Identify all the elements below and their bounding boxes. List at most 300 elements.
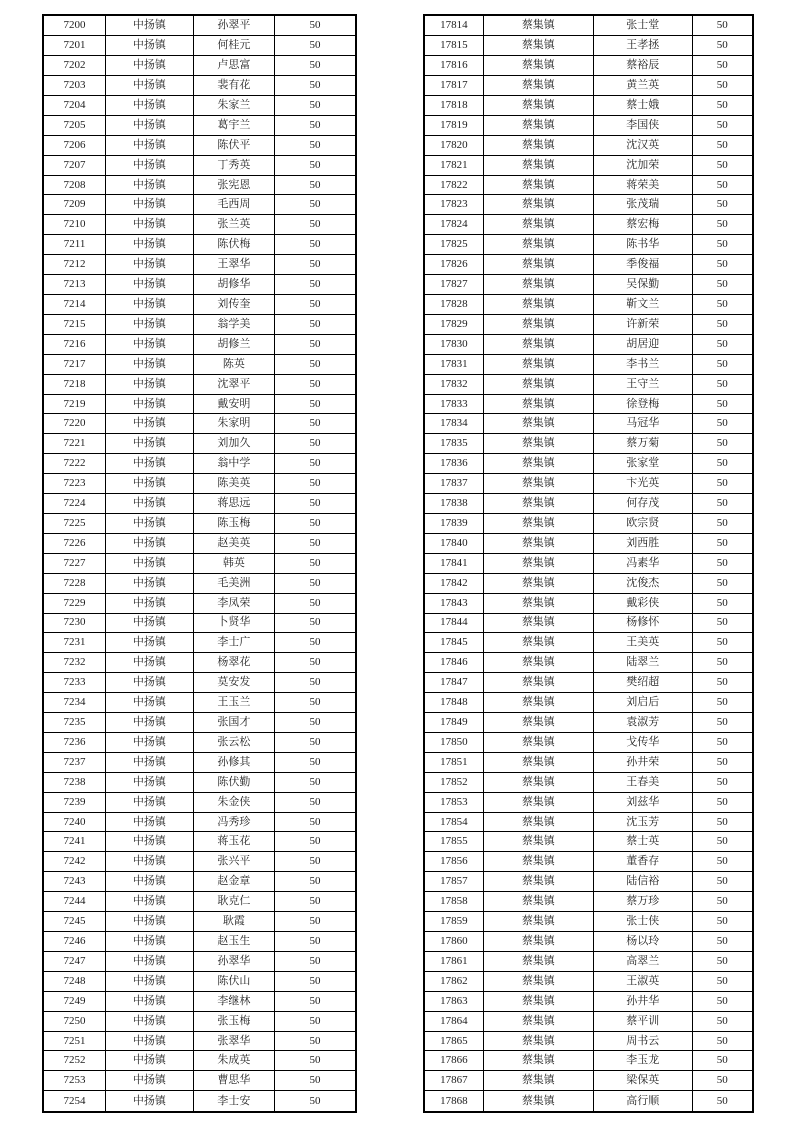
town-cell: 中扬镇	[106, 812, 194, 832]
score-cell: 50	[692, 872, 753, 892]
table-row	[424, 693, 753, 713]
roster-table-right-body	[424, 15, 753, 1112]
name-cell: 沈加荣	[593, 155, 692, 175]
town-cell: 蔡集镇	[483, 673, 593, 693]
table-row	[424, 892, 753, 912]
name-cell: 王淑英	[593, 971, 692, 991]
score-cell: 50	[692, 15, 753, 36]
id-cell: 17820	[424, 135, 483, 155]
table-row	[424, 852, 753, 872]
table-row	[424, 374, 753, 394]
name-cell: 耿霞	[193, 912, 274, 932]
score-cell: 50	[692, 533, 753, 553]
name-cell: 高行顺	[593, 1091, 692, 1112]
table-row	[43, 36, 356, 56]
name-cell: 周书云	[593, 1031, 692, 1051]
score-cell: 50	[275, 434, 356, 454]
score-cell: 50	[275, 772, 356, 792]
score-cell: 50	[692, 832, 753, 852]
id-cell: 17860	[424, 932, 483, 952]
score-cell: 50	[275, 713, 356, 733]
score-cell: 50	[692, 673, 753, 693]
score-cell: 50	[692, 852, 753, 872]
table-row	[424, 633, 753, 653]
table-row	[424, 553, 753, 573]
town-cell: 中扬镇	[106, 115, 194, 135]
table-row	[424, 991, 753, 1011]
table-row	[43, 15, 356, 36]
table-row	[424, 334, 753, 354]
id-cell: 7222	[43, 454, 106, 474]
table-row	[43, 812, 356, 832]
roster-table-left-body	[43, 15, 356, 1112]
name-cell: 张士堂	[593, 15, 692, 36]
town-cell: 中扬镇	[106, 593, 194, 613]
id-cell: 7224	[43, 494, 106, 514]
name-cell: 韩英	[193, 553, 274, 573]
town-cell: 中扬镇	[106, 414, 194, 434]
town-cell: 中扬镇	[106, 693, 194, 713]
id-cell: 17866	[424, 1051, 483, 1071]
table-row	[424, 1051, 753, 1071]
id-cell: 7221	[43, 434, 106, 454]
name-cell: 陈伏梅	[193, 235, 274, 255]
town-cell: 蔡集镇	[483, 752, 593, 772]
table-row	[43, 474, 356, 494]
id-cell: 17834	[424, 414, 483, 434]
score-cell: 50	[692, 912, 753, 932]
score-cell: 50	[692, 414, 753, 434]
table-row	[424, 354, 753, 374]
name-cell: 靳文兰	[593, 295, 692, 315]
score-cell: 50	[692, 374, 753, 394]
table-row	[43, 1091, 356, 1112]
id-cell: 17827	[424, 275, 483, 295]
score-cell: 50	[275, 533, 356, 553]
name-cell: 张翠华	[193, 1031, 274, 1051]
score-cell: 50	[692, 155, 753, 175]
id-cell: 17830	[424, 334, 483, 354]
score-cell: 50	[275, 56, 356, 76]
id-cell: 7245	[43, 912, 106, 932]
id-cell: 17842	[424, 573, 483, 593]
town-cell: 蔡集镇	[483, 613, 593, 633]
score-cell: 50	[275, 1011, 356, 1031]
table-row	[43, 414, 356, 434]
name-cell: 沈汉英	[593, 135, 692, 155]
id-cell: 7227	[43, 553, 106, 573]
name-cell: 蒋玉花	[193, 832, 274, 852]
score-cell: 50	[275, 135, 356, 155]
name-cell: 何存茂	[593, 494, 692, 514]
id-cell: 7250	[43, 1011, 106, 1031]
name-cell: 刘加久	[193, 434, 274, 454]
name-cell: 李书兰	[593, 354, 692, 374]
id-cell: 7246	[43, 932, 106, 952]
name-cell: 高翠兰	[593, 951, 692, 971]
id-cell: 7204	[43, 95, 106, 115]
score-cell: 50	[275, 414, 356, 434]
score-cell: 50	[275, 494, 356, 514]
id-cell: 17856	[424, 852, 483, 872]
town-cell: 蔡集镇	[483, 195, 593, 215]
id-cell: 17846	[424, 653, 483, 673]
id-cell: 17818	[424, 95, 483, 115]
town-cell: 蔡集镇	[483, 732, 593, 752]
name-cell: 陆翠兰	[593, 653, 692, 673]
id-cell: 17841	[424, 553, 483, 573]
table-row	[43, 513, 356, 533]
name-cell: 蔡万菊	[593, 434, 692, 454]
id-cell: 7208	[43, 175, 106, 195]
table-row	[43, 374, 356, 394]
id-cell: 17815	[424, 36, 483, 56]
town-cell: 中扬镇	[106, 394, 194, 414]
id-cell: 7254	[43, 1091, 106, 1112]
score-cell: 50	[692, 772, 753, 792]
name-cell: 朱家明	[193, 414, 274, 434]
town-cell: 中扬镇	[106, 772, 194, 792]
town-cell: 蔡集镇	[483, 1051, 593, 1071]
score-cell: 50	[692, 76, 753, 96]
name-cell: 王美英	[593, 633, 692, 653]
name-cell: 丁秀英	[193, 155, 274, 175]
town-cell: 中扬镇	[106, 155, 194, 175]
name-cell: 赵玉生	[193, 932, 274, 952]
id-cell: 7234	[43, 693, 106, 713]
table-row	[43, 852, 356, 872]
table-row	[424, 255, 753, 275]
name-cell: 张茂瑞	[593, 195, 692, 215]
town-cell: 蔡集镇	[483, 215, 593, 235]
name-cell: 冯秀珍	[193, 812, 274, 832]
id-cell: 17843	[424, 593, 483, 613]
id-cell: 17825	[424, 235, 483, 255]
score-cell: 50	[275, 1051, 356, 1071]
table-row	[424, 115, 753, 135]
name-cell: 樊绍超	[593, 673, 692, 693]
town-cell: 中扬镇	[106, 334, 194, 354]
id-cell: 17823	[424, 195, 483, 215]
town-cell: 蔡集镇	[483, 275, 593, 295]
table-row	[43, 613, 356, 633]
table-row	[43, 752, 356, 772]
id-cell: 7226	[43, 533, 106, 553]
town-cell: 中扬镇	[106, 135, 194, 155]
id-cell: 17853	[424, 792, 483, 812]
town-cell: 中扬镇	[106, 673, 194, 693]
table-row	[424, 673, 753, 693]
name-cell: 陈伏平	[193, 135, 274, 155]
id-cell: 7247	[43, 951, 106, 971]
score-cell: 50	[692, 295, 753, 315]
name-cell: 陈伏勤	[193, 772, 274, 792]
score-cell: 50	[692, 56, 753, 76]
town-cell: 中扬镇	[106, 474, 194, 494]
name-cell: 胡修兰	[193, 334, 274, 354]
score-cell: 50	[275, 374, 356, 394]
table-row	[424, 613, 753, 633]
table-row	[43, 255, 356, 275]
score-cell: 50	[692, 812, 753, 832]
table-row	[43, 1031, 356, 1051]
table-row	[424, 513, 753, 533]
name-cell: 蔡裕辰	[593, 56, 692, 76]
table-row	[43, 56, 356, 76]
town-cell: 中扬镇	[106, 832, 194, 852]
table-row	[424, 573, 753, 593]
table-row	[424, 295, 753, 315]
score-cell: 50	[275, 314, 356, 334]
name-cell: 张家堂	[593, 454, 692, 474]
table-row	[43, 95, 356, 115]
score-cell: 50	[692, 613, 753, 633]
score-cell: 50	[275, 394, 356, 414]
name-cell: 戈传华	[593, 732, 692, 752]
town-cell: 中扬镇	[106, 235, 194, 255]
name-cell: 翁中学	[193, 454, 274, 474]
id-cell: 17826	[424, 255, 483, 275]
id-cell: 17833	[424, 394, 483, 414]
town-cell: 蔡集镇	[483, 1031, 593, 1051]
name-cell: 王春美	[593, 772, 692, 792]
table-row	[424, 95, 753, 115]
town-cell: 蔡集镇	[483, 633, 593, 653]
id-cell: 17851	[424, 752, 483, 772]
town-cell: 中扬镇	[106, 533, 194, 553]
score-cell: 50	[692, 195, 753, 215]
name-cell: 张兰英	[193, 215, 274, 235]
id-cell: 7249	[43, 991, 106, 1011]
name-cell: 莫安发	[193, 673, 274, 693]
name-cell: 卞光英	[593, 474, 692, 494]
table-row	[424, 1011, 753, 1031]
name-cell: 孙翠平	[193, 15, 274, 36]
town-cell: 中扬镇	[106, 792, 194, 812]
score-cell: 50	[275, 76, 356, 96]
town-cell: 中扬镇	[106, 732, 194, 752]
name-cell: 沈玉芳	[593, 812, 692, 832]
town-cell: 中扬镇	[106, 374, 194, 394]
town-cell: 蔡集镇	[483, 394, 593, 414]
table-row	[424, 454, 753, 474]
id-cell: 7205	[43, 115, 106, 135]
town-cell: 中扬镇	[106, 195, 194, 215]
id-cell: 7253	[43, 1071, 106, 1091]
table-row	[43, 792, 356, 812]
name-cell: 胡居迎	[593, 334, 692, 354]
id-cell: 7237	[43, 752, 106, 772]
table-row	[424, 414, 753, 434]
id-cell: 7215	[43, 314, 106, 334]
table-row	[43, 354, 356, 374]
table-row	[424, 474, 753, 494]
town-cell: 中扬镇	[106, 613, 194, 633]
name-cell: 王玉兰	[193, 693, 274, 713]
id-cell: 17848	[424, 693, 483, 713]
id-cell: 7243	[43, 872, 106, 892]
table-row	[43, 991, 356, 1011]
score-cell: 50	[692, 354, 753, 374]
id-cell: 17832	[424, 374, 483, 394]
id-cell: 17864	[424, 1011, 483, 1031]
id-cell: 7206	[43, 135, 106, 155]
name-cell: 蔡士英	[593, 832, 692, 852]
score-cell: 50	[692, 334, 753, 354]
name-cell: 吴保勤	[593, 275, 692, 295]
score-cell: 50	[692, 474, 753, 494]
id-cell: 17824	[424, 215, 483, 235]
score-cell: 50	[275, 693, 356, 713]
town-cell: 蔡集镇	[483, 693, 593, 713]
id-cell: 7223	[43, 474, 106, 494]
town-cell: 蔡集镇	[483, 772, 593, 792]
town-cell: 中扬镇	[106, 1011, 194, 1031]
name-cell: 张兴平	[193, 852, 274, 872]
table-row	[43, 175, 356, 195]
table-row	[424, 533, 753, 553]
table-row	[424, 951, 753, 971]
name-cell: 陈玉梅	[193, 513, 274, 533]
score-cell: 50	[692, 732, 753, 752]
town-cell: 蔡集镇	[483, 1011, 593, 1031]
score-cell: 50	[275, 155, 356, 175]
name-cell: 梁保英	[593, 1071, 692, 1091]
id-cell: 7207	[43, 155, 106, 175]
table-row	[43, 872, 356, 892]
score-cell: 50	[275, 932, 356, 952]
score-cell: 50	[275, 553, 356, 573]
id-cell: 7220	[43, 414, 106, 434]
table-row	[424, 971, 753, 991]
id-cell: 7233	[43, 673, 106, 693]
table-row	[43, 832, 356, 852]
score-cell: 50	[692, 454, 753, 474]
id-cell: 7241	[43, 832, 106, 852]
score-cell: 50	[275, 1091, 356, 1112]
score-cell: 50	[275, 354, 356, 374]
id-cell: 7202	[43, 56, 106, 76]
id-cell: 7235	[43, 713, 106, 733]
score-cell: 50	[275, 513, 356, 533]
score-cell: 50	[275, 991, 356, 1011]
name-cell: 朱金侠	[193, 792, 274, 812]
id-cell: 7217	[43, 354, 106, 374]
table-row	[43, 454, 356, 474]
name-cell: 张云松	[193, 732, 274, 752]
id-cell: 17817	[424, 76, 483, 96]
town-cell: 中扬镇	[106, 354, 194, 374]
score-cell: 50	[275, 613, 356, 633]
id-cell: 17837	[424, 474, 483, 494]
table-row	[43, 215, 356, 235]
town-cell: 中扬镇	[106, 633, 194, 653]
score-cell: 50	[275, 215, 356, 235]
table-row	[43, 275, 356, 295]
town-cell: 蔡集镇	[483, 653, 593, 673]
town-cell: 中扬镇	[106, 215, 194, 235]
id-cell: 7228	[43, 573, 106, 593]
score-cell: 50	[275, 295, 356, 315]
town-cell: 中扬镇	[106, 872, 194, 892]
town-cell: 蔡集镇	[483, 494, 593, 514]
town-cell: 中扬镇	[106, 713, 194, 733]
table-row	[43, 573, 356, 593]
id-cell: 7225	[43, 513, 106, 533]
score-cell: 50	[692, 792, 753, 812]
town-cell: 中扬镇	[106, 553, 194, 573]
score-cell: 50	[692, 494, 753, 514]
id-cell: 17831	[424, 354, 483, 374]
name-cell: 蒋荣美	[593, 175, 692, 195]
id-cell: 17852	[424, 772, 483, 792]
id-cell: 17836	[424, 454, 483, 474]
table-row	[43, 494, 356, 514]
name-cell: 朱成英	[193, 1051, 274, 1071]
score-cell: 50	[692, 95, 753, 115]
score-cell: 50	[275, 95, 356, 115]
table-row	[43, 334, 356, 354]
id-cell: 7210	[43, 215, 106, 235]
name-cell: 耿克仁	[193, 892, 274, 912]
id-cell: 7232	[43, 653, 106, 673]
score-cell: 50	[275, 15, 356, 36]
score-cell: 50	[275, 235, 356, 255]
town-cell: 中扬镇	[106, 573, 194, 593]
score-cell: 50	[692, 275, 753, 295]
score-cell: 50	[275, 1071, 356, 1091]
name-cell: 葛宇兰	[193, 115, 274, 135]
id-cell: 17835	[424, 434, 483, 454]
id-cell: 7201	[43, 36, 106, 56]
town-cell: 中扬镇	[106, 76, 194, 96]
score-cell: 50	[275, 971, 356, 991]
id-cell: 7219	[43, 394, 106, 414]
score-cell: 50	[275, 115, 356, 135]
town-cell: 蔡集镇	[483, 474, 593, 494]
table-row	[424, 772, 753, 792]
table-row	[424, 215, 753, 235]
town-cell: 中扬镇	[106, 653, 194, 673]
id-cell: 7214	[43, 295, 106, 315]
id-cell: 7252	[43, 1051, 106, 1071]
id-cell: 7212	[43, 255, 106, 275]
name-cell: 许新荣	[593, 314, 692, 334]
id-cell: 7209	[43, 195, 106, 215]
table-row	[424, 76, 753, 96]
town-cell: 蔡集镇	[483, 593, 593, 613]
town-cell: 蔡集镇	[483, 553, 593, 573]
town-cell: 蔡集镇	[483, 414, 593, 434]
town-cell: 中扬镇	[106, 951, 194, 971]
table-row	[424, 792, 753, 812]
name-cell: 杨翠花	[193, 653, 274, 673]
score-cell: 50	[275, 474, 356, 494]
name-cell: 陆信裕	[593, 872, 692, 892]
name-cell: 杨修怀	[593, 613, 692, 633]
id-cell: 7239	[43, 792, 106, 812]
score-cell: 50	[275, 275, 356, 295]
name-cell: 裴有花	[193, 76, 274, 96]
name-cell: 戴彩侠	[593, 593, 692, 613]
table-row	[424, 932, 753, 952]
id-cell: 7229	[43, 593, 106, 613]
table-row	[43, 195, 356, 215]
name-cell: 蔡平训	[593, 1011, 692, 1031]
town-cell: 中扬镇	[106, 1071, 194, 1091]
town-cell: 中扬镇	[106, 36, 194, 56]
name-cell: 朱家兰	[193, 95, 274, 115]
